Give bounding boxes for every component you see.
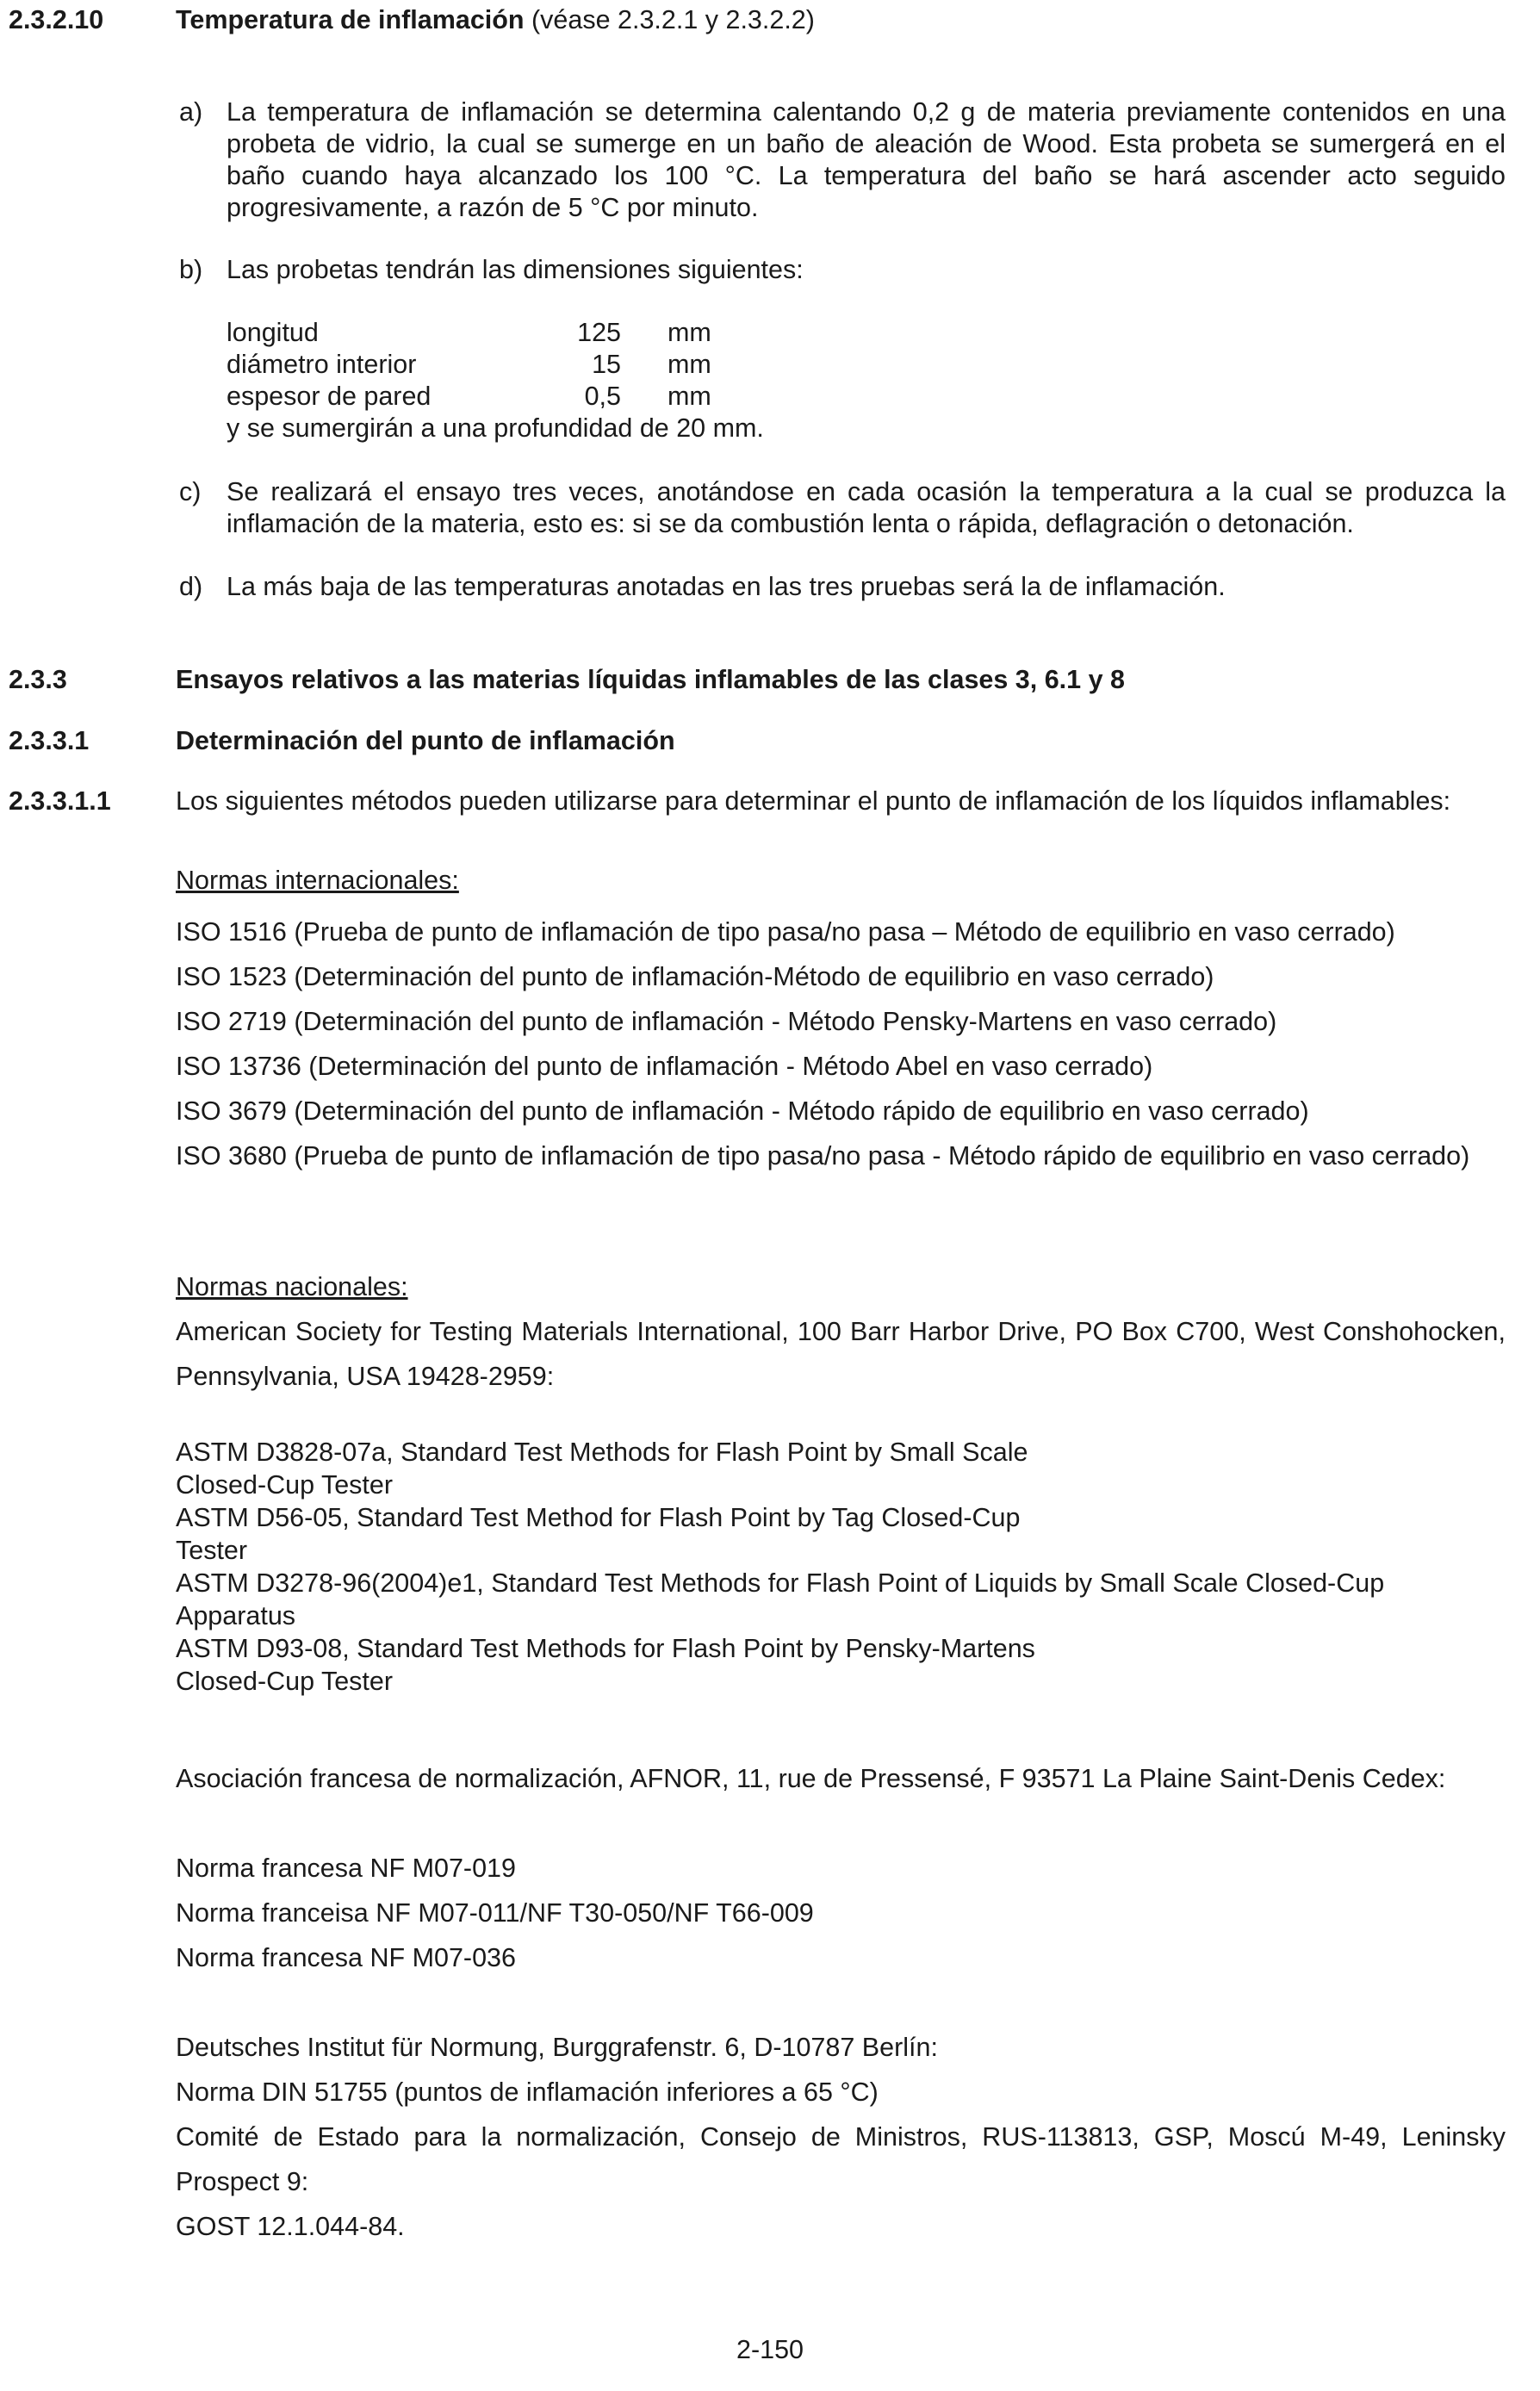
iso-standard: ISO 3680 (Prueba de punto de inflamación de tipo pasa/no pasa - Método rápido de equilibrio en vaso cerrado) [176, 1141, 1470, 1171]
section-heading-2-3-3: Ensayos relativos a las materias líquidas inflamables de las clases 3, 6.1 y 8 [176, 665, 1125, 694]
item-label-a: a) [179, 97, 203, 127]
astm-standard: ASTM D56-05, Standard Test Method for Flash Point by Tag Closed-Cup [176, 1503, 1021, 1532]
astm-list [176, 1436, 1519, 1698]
gost-standard: GOST 12.1.044-84. [176, 2212, 405, 2241]
item-text-b: Las probetas tendrán las dimensiones siguientes: [227, 255, 804, 284]
astm-standard: Closed-Cup Tester [176, 1470, 394, 1500]
dimension-value: 15 [592, 350, 621, 379]
section-number-2-3-3: 2.3.3 [9, 665, 67, 694]
section-intro: Los siguientes métodos pueden utilizarse para determinar el punto de inflamación de los líquidos inflamables: [176, 786, 1451, 816]
din-standard: Norma DIN 51755 (puntos de inflamación inferiores a 65 °C) [176, 2077, 879, 2107]
afnor-organization: Asociación francesa de normalización, AFNOR, 11, rue de Pressensé, F 93571 La Plaine Saint-Denis Cedex: [176, 1764, 1446, 1793]
item-label-d: d) [179, 572, 203, 601]
item-label-c: c) [179, 477, 202, 506]
iso-standard: ISO 13736 (Determinación del punto de inflamación - Método Abel en vaso cerrado) [176, 1052, 1153, 1081]
gost-organization: Comité de Estado para la normalización, Consejo de Ministros, RUS-113813, GSP, Moscú M-49, Leninsky Prospect 9: [176, 2122, 1506, 2196]
page-number: 2-150 [736, 2335, 804, 2364]
din-organization: Deutsches Institut für Normung, Burggrafenstr. 6, D-10787 Berlín: [176, 2033, 938, 2062]
section-heading-2-3-3-1: Determinación del punto de inflamación [176, 726, 675, 755]
item-text-d: La más baja de las temperaturas anotadas en las tres pruebas será la de inflamación. [227, 572, 1226, 601]
section-number-2-3-3-1-1: 2.3.3.1.1 [9, 786, 111, 816]
dimension-unit: mm [668, 318, 711, 347]
item-text-c: Se realizará el ensayo tres veces, anotándose en cada ocasión la temperatura a la cual se produzca la inflamación de la materia, esto es: si se da combustión lenta o rápida, deflagración o detonación. [227, 477, 1506, 538]
astm-organization: American Society for Testing Materials International, 100 Barr Harbor Drive, PO Box C700, West Conshohocken, Pennsylvania, USA 19428-2959: [176, 1317, 1506, 1391]
dimension-name: espesor de pared [227, 382, 432, 411]
dimension-name: longitud [227, 318, 319, 347]
dimension-value: 125 [577, 318, 621, 347]
dimension-value: 0,5 [584, 382, 621, 411]
dimension-name: diámetro interior [227, 350, 417, 379]
dimension-unit: mm [668, 382, 711, 411]
astm-standard: Apparatus [176, 1601, 296, 1630]
dimensions-note: y se sumergirán a una profundidad de 20 mm. [227, 413, 764, 443]
afnor-standard: Norma francesa NF M07-036 [176, 1943, 516, 1972]
iso-standard: ISO 1516 (Prueba de punto de inflamación de tipo pasa/no pasa – Método de equilibrio en vaso cerrado) [176, 917, 1395, 947]
astm-standard: ASTM D93-08, Standard Test Methods for Flash Point by Pensky-Martens [176, 1634, 1035, 1663]
section-reference: (véase 2.3.2.1 y 2.3.2.2) [524, 5, 815, 34]
iso-standard: ISO 3679 (Determinación del punto de inflamación - Método rápido de equilibrio en vaso cerrado) [176, 1096, 1309, 1126]
afnor-standard: Norma francesa NF M07-019 [176, 1854, 516, 1883]
item-label-b: b) [179, 255, 203, 284]
iso-standard: ISO 2719 (Determinación del punto de inflamación - Método Pensky-Martens en vaso cerrado) [176, 1007, 1277, 1036]
astm-standard: Closed-Cup Tester [176, 1667, 394, 1696]
astm-standard: ASTM D3828-07a, Standard Test Methods for Flash Point by Small Scale [176, 1438, 1028, 1467]
section-number-2-3-2-10: 2.3.2.10 [9, 5, 104, 34]
afnor-list [176, 1846, 1506, 1980]
section-heading-2-3-2-10 [176, 4, 815, 36]
section-number-2-3-3-1: 2.3.3.1 [9, 726, 90, 755]
afnor-standard: Norma franceisa NF M07-011/NF T30-050/NF T66-009 [176, 1898, 814, 1928]
dimension-unit: mm [668, 350, 711, 379]
international-standards-heading: Normas internacionales: [176, 866, 459, 895]
iso-standard: ISO 1523 (Determinación del punto de inflamación-Método de equilibrio en vaso cerrado) [176, 962, 1214, 991]
national-standards-heading: Normas nacionales: [176, 1272, 408, 1301]
astm-standard: Tester [176, 1536, 248, 1565]
section-title: Temperatura de inflamación [176, 5, 525, 34]
astm-standard: ASTM D3278-96(2004)e1, Standard Test Methods for Flash Point of Liquids by Small Scale Closed-Cup [176, 1568, 1385, 1598]
item-text-a: La temperatura de inflamación se determina calentando 0,2 g de materia previamente contenidos en una probeta de vidrio, la cual se sumerge en un baño de aleación de Wood. Esta probeta se sumergerá en el baño cuando haya alcanzado los 100 °C. La temperatura del baño se hará ascender acto seguido progresivamente, a razón de 5 °C por minuto. [227, 97, 1506, 222]
iso-list [176, 910, 1506, 1178]
